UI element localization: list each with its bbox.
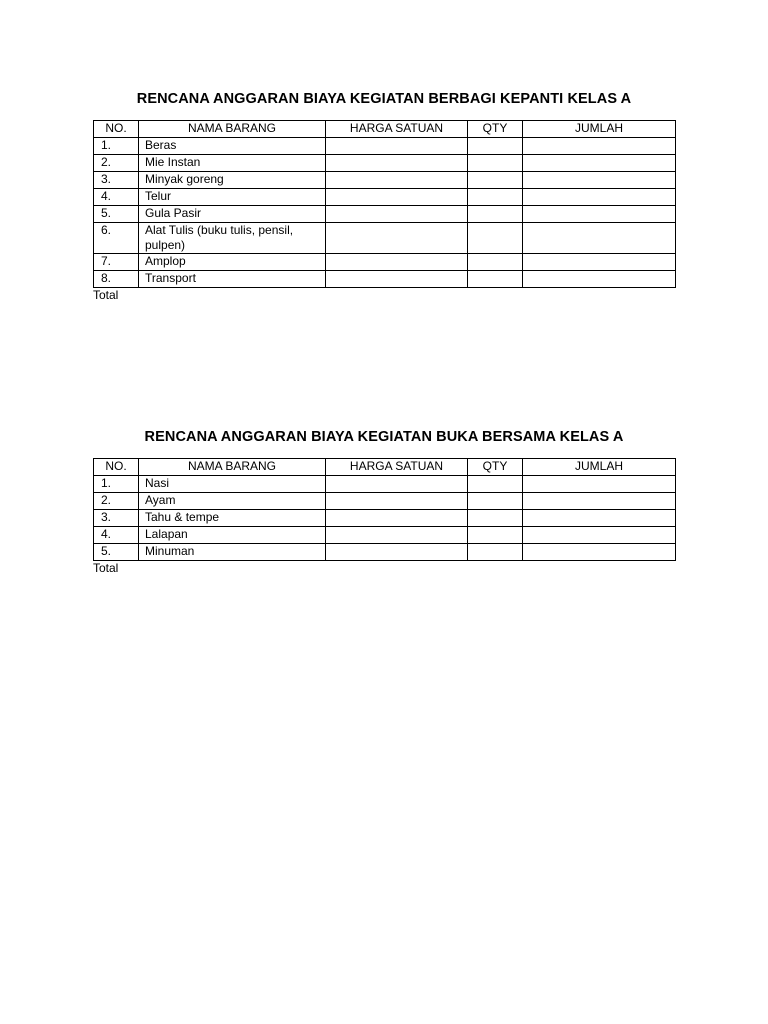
cell-nama-barang: Transport <box>139 271 326 288</box>
cell-no: 3. <box>94 172 139 189</box>
cell-jumlah <box>523 476 676 493</box>
table-row <box>94 527 676 544</box>
table-row <box>94 254 676 271</box>
header-jumlah: JUMLAH <box>523 459 676 476</box>
cell-jumlah <box>523 527 676 544</box>
cell-nama-barang: Telur <box>139 189 326 206</box>
cell-qty <box>468 510 523 527</box>
cell-no: 1. <box>94 476 139 493</box>
cell-qty <box>468 544 523 561</box>
cell-qty <box>468 155 523 172</box>
cell-harga-satuan <box>326 155 468 172</box>
cell-jumlah <box>523 510 676 527</box>
cell-nama-barang: Gula Pasir <box>139 206 326 223</box>
document-title: RENCANA ANGGARAN BIAYA KEGIATAN BERBAGI KEPANTI KELAS A <box>136 91 632 107</box>
cell-nama-barang: Ayam <box>139 493 326 510</box>
header-qty: QTY <box>468 459 523 476</box>
cell-harga-satuan <box>326 544 468 561</box>
cell-no: 4. <box>94 527 139 544</box>
cell-no: 3. <box>94 510 139 527</box>
cell-harga-satuan <box>326 206 468 223</box>
header-no: NO. <box>94 459 139 476</box>
cell-no: 1. <box>94 138 139 155</box>
cell-qty <box>468 172 523 189</box>
cell-jumlah <box>523 155 676 172</box>
cell-qty <box>468 254 523 271</box>
cell-harga-satuan <box>326 510 468 527</box>
cell-jumlah <box>523 493 676 510</box>
cell-nama-barang: Beras <box>139 138 326 155</box>
cell-no: 6. <box>94 223 139 254</box>
table-row <box>94 155 676 172</box>
cell-jumlah <box>523 223 676 254</box>
cell-harga-satuan <box>326 223 468 254</box>
cell-harga-satuan <box>326 271 468 288</box>
cell-jumlah <box>523 544 676 561</box>
header-nama-barang: NAMA BARANG <box>139 459 326 476</box>
cell-harga-satuan <box>326 476 468 493</box>
cell-nama-barang: Lalapan <box>139 527 326 544</box>
cell-jumlah <box>523 254 676 271</box>
cell-nama-barang: Minyak goreng <box>139 172 326 189</box>
header-jumlah: JUMLAH <box>523 121 676 138</box>
cell-no: 2. <box>94 493 139 510</box>
table-row <box>94 510 676 527</box>
table-row <box>94 493 676 510</box>
cell-harga-satuan <box>326 527 468 544</box>
table-row <box>94 189 676 206</box>
cell-no: 4. <box>94 189 139 206</box>
budget-table <box>93 120 676 288</box>
cell-harga-satuan <box>326 189 468 206</box>
cell-no: 8. <box>94 271 139 288</box>
budget-section-buka-bersama <box>93 428 675 576</box>
cell-qty <box>468 493 523 510</box>
cell-qty <box>468 138 523 155</box>
cell-qty <box>468 476 523 493</box>
cell-no: 2. <box>94 155 139 172</box>
total-label: Total <box>93 561 119 575</box>
table-row <box>94 138 676 155</box>
cell-no: 7. <box>94 254 139 271</box>
cell-no: 5. <box>94 544 139 561</box>
cell-qty <box>468 189 523 206</box>
cell-jumlah <box>523 172 676 189</box>
document-title: RENCANA ANGGARAN BIAYA KEGIATAN BUKA BERSAMA KELAS A <box>144 429 624 445</box>
cell-qty <box>468 223 523 254</box>
header-harga-satuan: HARGA SATUAN <box>326 121 468 138</box>
cell-jumlah <box>523 189 676 206</box>
header-qty: QTY <box>468 121 523 138</box>
header-no: NO. <box>94 121 139 138</box>
table-header-row <box>94 121 676 138</box>
budget-section-berbagi <box>93 90 675 303</box>
cell-jumlah <box>523 206 676 223</box>
table-row <box>94 223 676 254</box>
header-harga-satuan: HARGA SATUAN <box>326 459 468 476</box>
table-row <box>94 271 676 288</box>
cell-nama-barang: Nasi <box>139 476 326 493</box>
total-label: Total <box>93 288 119 302</box>
table-row <box>94 172 676 189</box>
cell-no: 5. <box>94 206 139 223</box>
cell-nama-barang: Tahu & tempe <box>139 510 326 527</box>
header-nama-barang: NAMA BARANG <box>139 121 326 138</box>
table-row <box>94 206 676 223</box>
cell-harga-satuan <box>326 254 468 271</box>
cell-harga-satuan <box>326 172 468 189</box>
cell-qty <box>468 271 523 288</box>
cell-qty <box>468 527 523 544</box>
cell-qty <box>468 206 523 223</box>
cell-jumlah <box>523 138 676 155</box>
cell-nama-barang: Amplop <box>139 254 326 271</box>
cell-harga-satuan <box>326 138 468 155</box>
table-row <box>94 476 676 493</box>
cell-harga-satuan <box>326 493 468 510</box>
cell-nama-barang: Alat Tulis (buku tulis, pensil, pulpen) <box>139 223 326 254</box>
budget-table <box>93 458 676 561</box>
table-row <box>94 544 676 561</box>
cell-nama-barang: Mie Instan <box>139 155 326 172</box>
cell-nama-barang: Minuman <box>139 544 326 561</box>
table-header-row <box>94 459 676 476</box>
cell-jumlah <box>523 271 676 288</box>
